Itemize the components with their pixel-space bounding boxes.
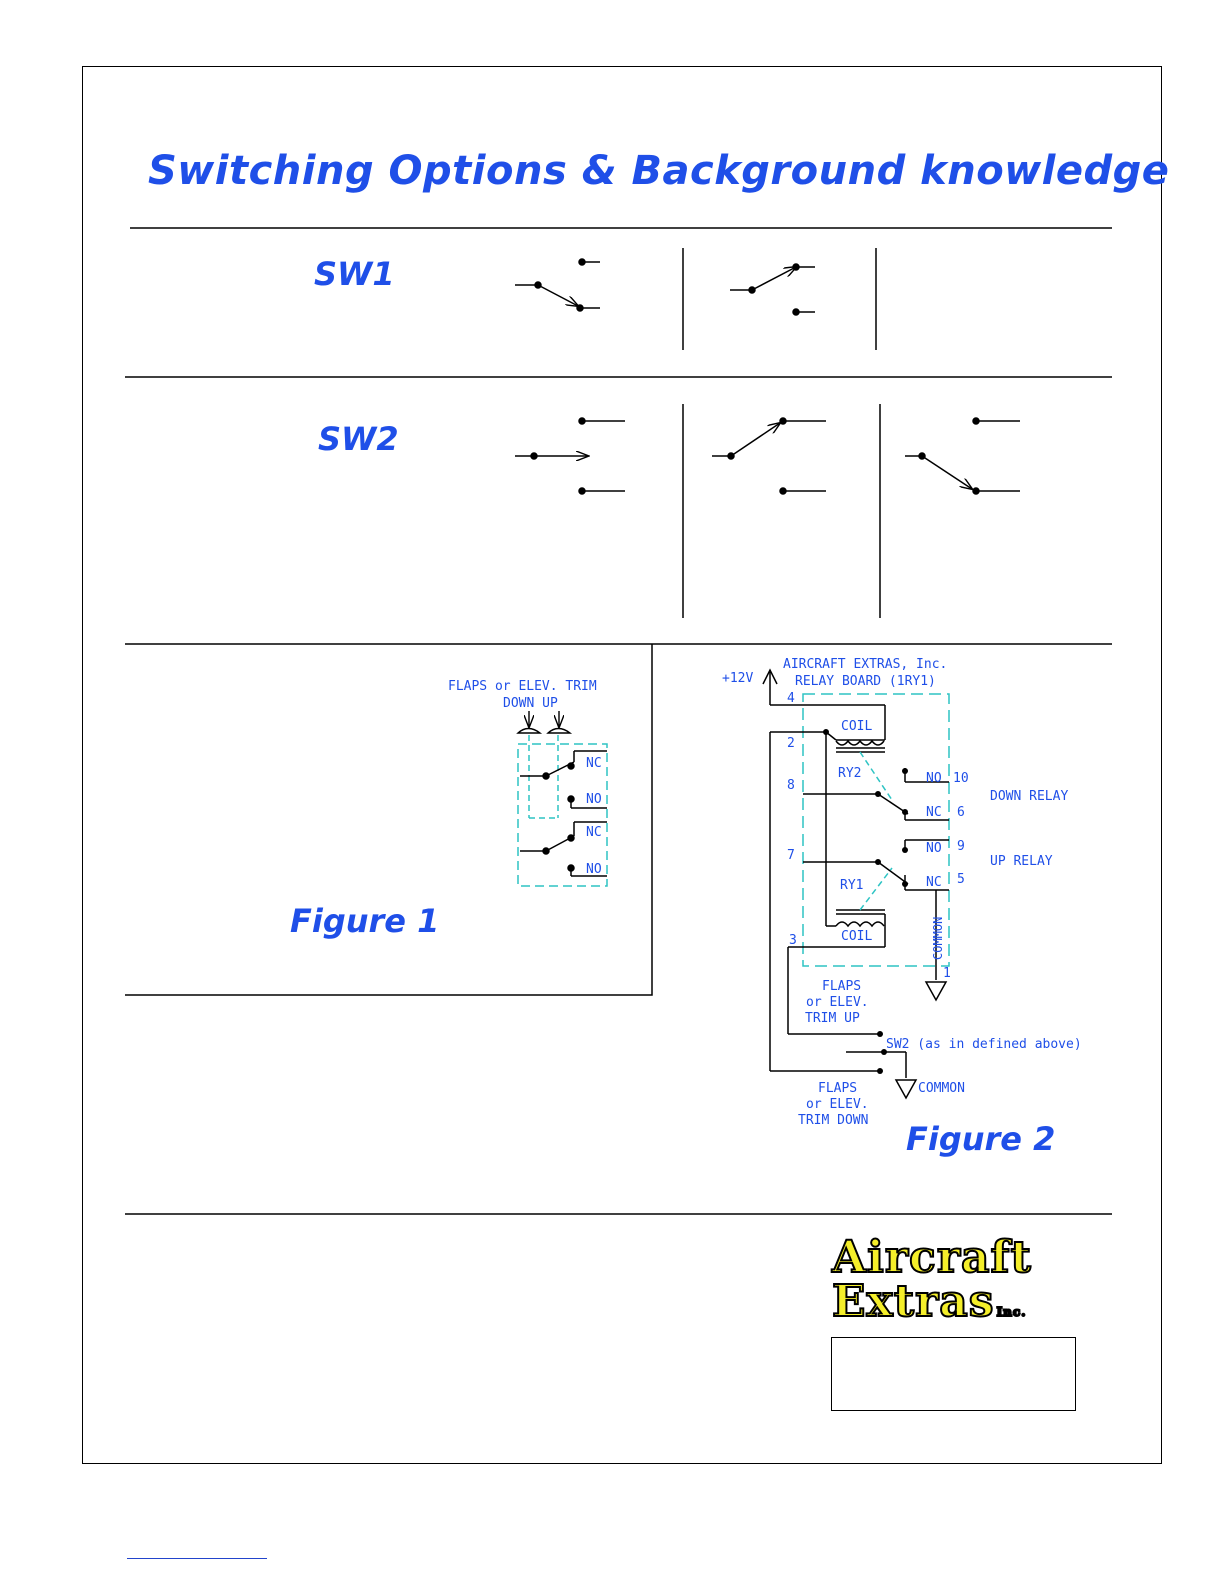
pin-10: 10 bbox=[953, 771, 969, 786]
pin-5: 5 bbox=[957, 872, 965, 887]
figure1-contact-no-1: NO bbox=[586, 792, 602, 807]
figure1-contact-no-2: NO bbox=[586, 862, 602, 877]
logo-line-aircraft: Aircraft bbox=[832, 1232, 1032, 1283]
flaps-up-line1: FLAPS bbox=[822, 979, 862, 994]
figure2-supply-label: +12V bbox=[722, 671, 754, 686]
logo-info-box bbox=[831, 1337, 1076, 1411]
contact-nc-bottom: NC bbox=[926, 875, 942, 890]
figure1-border bbox=[125, 644, 652, 995]
figure2-relay-ry1: RY1 bbox=[840, 878, 864, 893]
up-relay-label: UP RELAY bbox=[990, 854, 1053, 869]
relay-board-outline bbox=[803, 694, 949, 966]
figure2-common-vertical: COMMON bbox=[931, 916, 945, 960]
figure2-diagram bbox=[722, 657, 1082, 1128]
sw1-position-1 bbox=[515, 259, 600, 311]
pin-2: 2 bbox=[787, 736, 795, 751]
pin-6: 6 bbox=[957, 805, 965, 820]
logo-inc: Inc. bbox=[996, 1305, 1027, 1319]
contact-no-bottom: NO bbox=[926, 841, 942, 856]
sw2-note: SW2 (as in defined above) bbox=[886, 1037, 1082, 1052]
flaps-up-line3: TRIM UP bbox=[805, 1011, 860, 1026]
figure2-relay-ry2: RY2 bbox=[838, 766, 862, 781]
pin-1: 1 bbox=[943, 966, 951, 981]
sw2-position-center bbox=[515, 418, 625, 494]
sw1-diagrams bbox=[515, 248, 876, 350]
contact-nc-top: NC bbox=[926, 805, 942, 820]
sw1-label: SW1 bbox=[314, 255, 395, 293]
figure2-board-line2: RELAY BOARD (1RY1) bbox=[795, 674, 936, 689]
pin-8: 8 bbox=[787, 778, 795, 793]
sw2-position-up bbox=[712, 418, 826, 494]
logo-line-extras bbox=[832, 1276, 1078, 1334]
sw2-diagrams bbox=[515, 404, 1020, 618]
figure2-coil-bottom: COIL bbox=[841, 929, 873, 944]
figure1-header-line1: FLAPS or ELEV. TRIM bbox=[448, 679, 597, 694]
pin-3: 3 bbox=[789, 933, 797, 948]
pin-4: 4 bbox=[787, 691, 795, 706]
contact-no-top: NO bbox=[926, 771, 942, 786]
figure2-board-line1: AIRCRAFT EXTRAS, Inc. bbox=[783, 657, 948, 672]
flaps-down-line3: TRIM DOWN bbox=[798, 1113, 869, 1128]
figure1-contact-nc-1: NC bbox=[586, 756, 602, 771]
figure2-common-label: COMMON bbox=[918, 1081, 965, 1096]
figure1-header-line2: DOWN UP bbox=[503, 696, 558, 711]
figure1-caption: Figure 1 bbox=[290, 902, 440, 940]
sw2-position-down bbox=[905, 418, 1020, 494]
figure1-pushbuttons bbox=[518, 711, 570, 733]
figure1-diagram bbox=[125, 644, 652, 995]
pin-7: 7 bbox=[787, 848, 795, 863]
sw2-label: SW2 bbox=[318, 420, 399, 458]
figure2-caption: Figure 2 bbox=[906, 1120, 1056, 1158]
figure1-contact-nc-2: NC bbox=[586, 825, 602, 840]
logo-extras-text: Extras bbox=[832, 1276, 995, 1327]
flaps-down-line2: or ELEV. bbox=[806, 1097, 869, 1112]
sw1-position-2 bbox=[730, 264, 815, 315]
flaps-down-line1: FLAPS bbox=[818, 1081, 858, 1096]
pin-9: 9 bbox=[957, 839, 965, 854]
page-title: Switching Options & Background knowledge bbox=[148, 148, 1170, 194]
section-dividers bbox=[125, 228, 1112, 1214]
down-relay-label: DOWN RELAY bbox=[990, 789, 1069, 804]
flaps-up-line2: or ELEV. bbox=[806, 995, 869, 1010]
company-logo bbox=[832, 1232, 1078, 1334]
footer-link-underline[interactable] bbox=[127, 1558, 267, 1559]
figure2-coil-top: COIL bbox=[841, 719, 873, 734]
